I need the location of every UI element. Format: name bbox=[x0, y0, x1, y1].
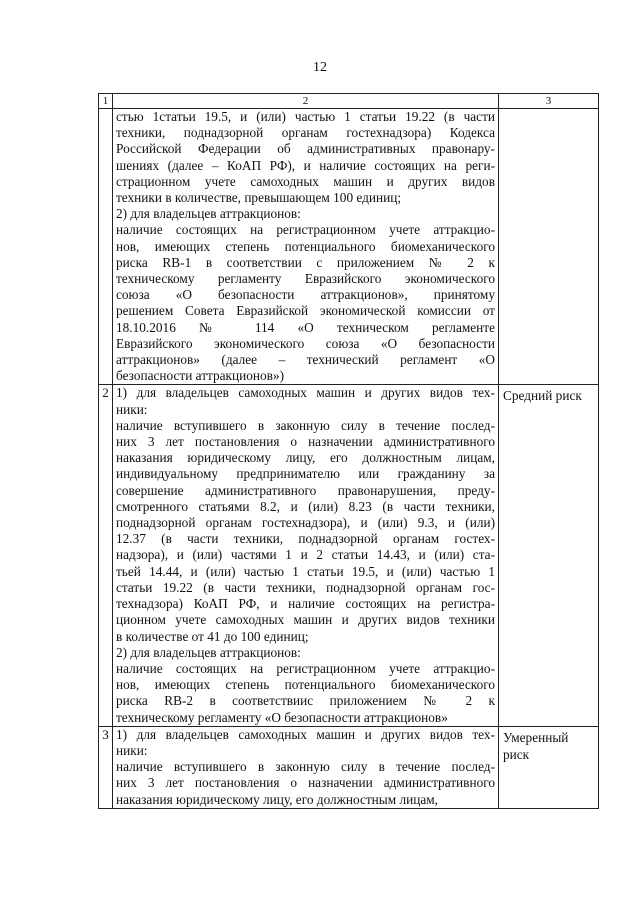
table-row bbox=[99, 726, 599, 808]
criteria-cell bbox=[113, 726, 499, 808]
table-row bbox=[99, 385, 599, 726]
criteria-cell bbox=[113, 385, 499, 726]
criteria-line: наличие вступившего в законную силу в течение послед- bbox=[116, 759, 495, 775]
criteria-cell bbox=[113, 109, 499, 385]
criteria-line: наличие состоящих на регистрационном учете аттракцио- bbox=[116, 660, 495, 676]
risk-level-cell: Средний риск bbox=[499, 385, 599, 726]
criteria-line: Российской Федерации об административных правонару- bbox=[116, 141, 495, 157]
risk-level-cell: Умеренный риск bbox=[499, 726, 599, 808]
column-number-header: 1 bbox=[99, 94, 113, 109]
page-number: 12 bbox=[313, 60, 327, 75]
criteria-line: 1) для владельцев самоходных машин и других видов тех- bbox=[116, 726, 495, 742]
table-row bbox=[99, 109, 599, 385]
table-header-row bbox=[99, 94, 599, 109]
criteria-line: риска RB-2 в соответствиис приложением № 2 к bbox=[116, 693, 495, 709]
criteria-line: наличие вступившего в законную силу в течение послед- bbox=[116, 417, 495, 433]
criteria-line: стью 1статьи 19.5, и (или) частью 1 статьи 19.22 (в части bbox=[116, 109, 495, 124]
criteria-line: решением Совета Евразийской экономической комиссии от bbox=[116, 303, 495, 319]
criteria-line: нов, имеющих степень потенциального биомеханического bbox=[116, 238, 495, 254]
criteria-line: 1) для владельцев самоходных машин и других видов тех- bbox=[116, 385, 495, 401]
criteria-line: надзора), и (или) частями 1 и 2 статьи 14.43, и (или) ста- bbox=[116, 547, 495, 563]
criteria-line: 2) для владельцев аттракционов: bbox=[116, 206, 301, 222]
criteria-line: совершение административного правонарушения, преду- bbox=[116, 482, 495, 498]
criteria-line: ники: bbox=[116, 401, 148, 417]
criteria-line: техническому регламенту Евразийского экономического bbox=[116, 271, 495, 287]
row-number: 3 bbox=[99, 726, 113, 808]
criteria-line: наказания юридическому лицу, его должностным лицам, bbox=[116, 450, 495, 466]
criteria-line: технадзора) КоАП РФ, и наличие состоящих на регистра- bbox=[116, 596, 495, 612]
criteria-line: 2) для владельцев аттракционов: bbox=[116, 644, 301, 660]
criteria-line: них 3 лет постановления о назначении административного bbox=[116, 775, 495, 791]
criteria-line: индивидуальному предпринимателю или гражданину за bbox=[116, 466, 495, 482]
criteria-line: техническому регламенту «О безопасности аттракционов» bbox=[116, 709, 448, 725]
criteria-line: ционном учете самоходных машин и других видов техники bbox=[116, 612, 495, 628]
criteria-line: союза «О безопасности аттракционов», принятому bbox=[116, 287, 495, 303]
criteria-line: них 3 лет постановления о назначении административного bbox=[116, 434, 495, 450]
criteria-line: в количестве от 41 до 100 единиц; bbox=[116, 628, 309, 644]
criteria-line: Евразийского экономического союза «О безопасности bbox=[116, 335, 495, 351]
criteria-line: наличие состоящих на регистрационном учете аттракцио- bbox=[116, 222, 495, 238]
criteria-line: техники в количестве, превышающем 100 единиц; bbox=[116, 190, 402, 206]
risk-level-cell bbox=[499, 109, 599, 385]
criteria-line: тьей 14.44, и (или) частью 1 статьи 19.5, и (или) частью 1 bbox=[116, 563, 495, 579]
criteria-line: безопасности аттракционов») bbox=[116, 368, 284, 384]
column-risk-header: 3 bbox=[499, 94, 599, 109]
criteria-line: 18.10.2016 № 114 «О техническом регламенте bbox=[116, 319, 495, 335]
criteria-line: наказания юридическому лицу, его должностным лицам, bbox=[116, 791, 438, 807]
row-number bbox=[99, 109, 113, 385]
risk-category-table bbox=[98, 93, 599, 809]
criteria-line: поднадзорной органам гостехнадзора), и (или) 9.3, и (или) bbox=[116, 515, 495, 531]
row-number: 2 bbox=[99, 385, 113, 726]
criteria-line: 12.37 (в части техники, поднадзорной органам гостех- bbox=[116, 531, 495, 547]
criteria-line: аттракционов» (далее – технический регламент «О bbox=[116, 352, 495, 368]
criteria-line: смотренного статьями 8.2, и (или) 8.23 (в части техники, bbox=[116, 498, 495, 514]
criteria-line: страционном учете самоходных машин и других видов bbox=[116, 173, 495, 189]
criteria-line: ники: bbox=[116, 742, 148, 758]
criteria-line: нов, имеющих степень потенциального биомеханического bbox=[116, 677, 495, 693]
column-criteria-header: 2 bbox=[113, 94, 499, 109]
criteria-line: шениях (далее – КоАП РФ), и наличие состоящих на реги- bbox=[116, 157, 495, 173]
criteria-line: статьи 19.22 (в части техники, поднадзорной органам гос- bbox=[116, 579, 495, 595]
criteria-line: техники, поднадзорной органам гостехнадзора) Кодекса bbox=[116, 125, 495, 141]
criteria-line: риска RB-1 в соответствии с приложением № 2 к bbox=[116, 254, 495, 270]
